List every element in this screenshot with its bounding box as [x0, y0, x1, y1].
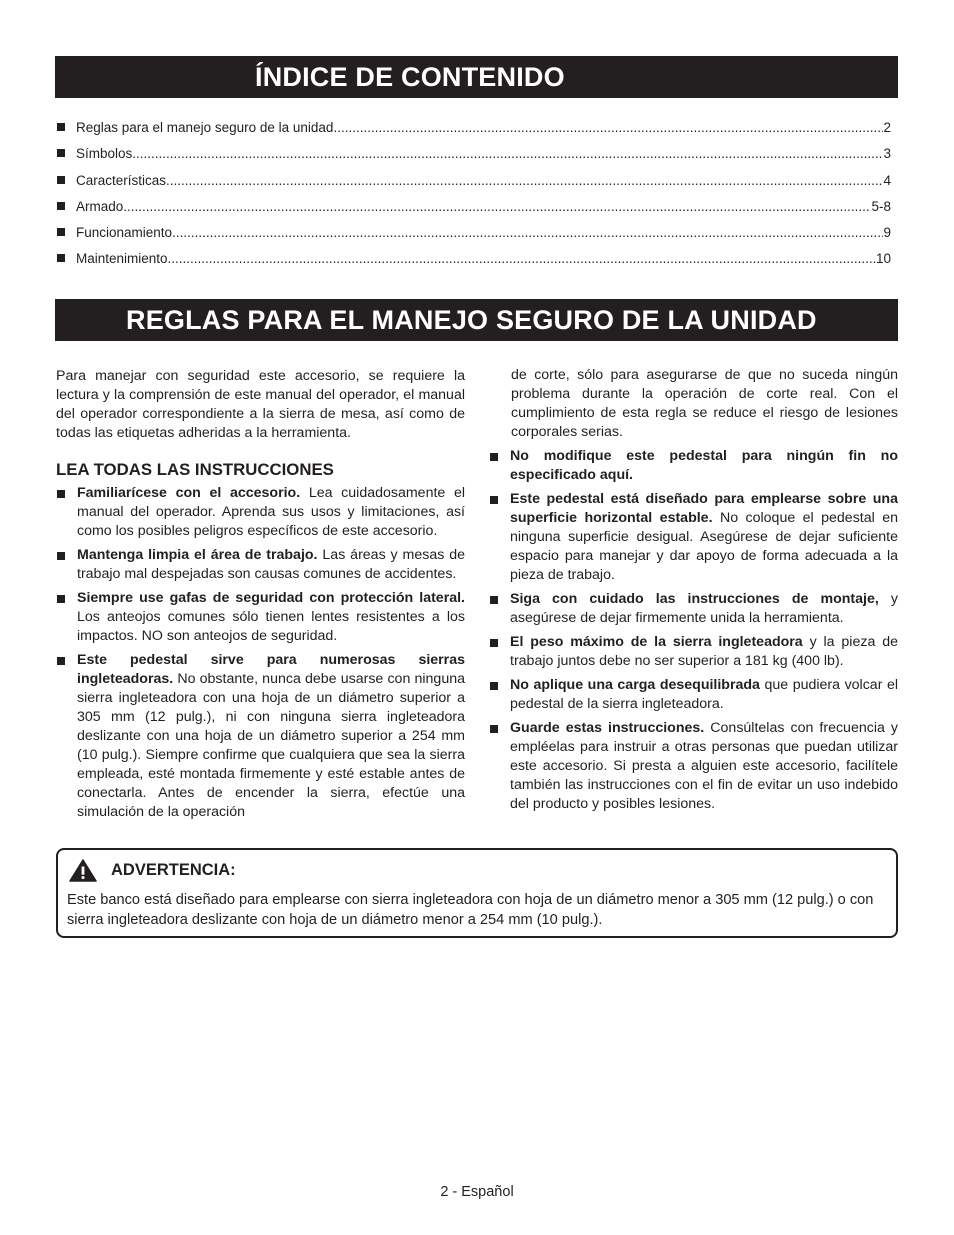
rule-item-text: que pudiera volcar el pedestal de la sierra ingleteadora.	[510, 677, 898, 712]
toc-item-label: Armado	[76, 198, 124, 214]
toc-item[interactable]	[57, 199, 891, 225]
rule-item	[489, 633, 898, 671]
page-number: 2 - Español	[440, 1184, 514, 1200]
square-bullet-icon	[57, 552, 65, 560]
instructions-heading: LEA TODAS LAS INSTRUCCIONES	[56, 460, 334, 479]
toc-item-page: 2	[883, 120, 891, 135]
rule-item	[489, 490, 898, 585]
square-bullet-icon	[490, 596, 498, 604]
rule-item	[489, 676, 898, 714]
left-column	[56, 365, 465, 827]
dot-leader	[168, 251, 876, 266]
warning-header	[69, 859, 236, 882]
rule-item	[489, 447, 898, 485]
toc-list	[57, 120, 891, 278]
rule-item	[489, 719, 898, 814]
rule-item-text: Lea cuidadosamente el manual del operador. Aprenda sus usos y limitaciones, así como los posibles peligros específicos de este accesorio.	[77, 485, 466, 539]
toc-item-page: 10	[875, 251, 891, 267]
rule-item-text: y la pieza de trabajo juntos debe no ser superior a 181 kg (400 lb).	[510, 634, 898, 669]
square-bullet-icon	[57, 228, 65, 236]
square-bullet-icon	[490, 496, 498, 504]
toc-item-label: Funcionamiento	[76, 225, 173, 241]
square-bullet-icon	[490, 682, 498, 690]
warning-title: ADVERTENCIA:	[111, 861, 236, 879]
rule-item-text: No obstante, nunca debe usarse con ninguna sierra ingleteadora con una hoja de un diámetro superior a 305 mm (12 pulg.), ni con ninguna sierra ingleteadora deslizante con una hoja de un diámetro superior a 254 mm (10 pulg.). Siempre confirme que cualquiera que sea la sierra empleada, esté montada firmemente y esté estable antes de conectarla. Antes de encender la sierra, efectúe una simulación de la operación	[77, 671, 465, 820]
rule-item-bold: Este pedestal sirve para numerosas sierras ingleteadoras.	[77, 652, 465, 687]
dot-leader	[333, 120, 883, 135]
rule-item	[56, 651, 465, 822]
dot-leader	[166, 173, 883, 188]
square-bullet-icon	[490, 453, 498, 461]
rule-item	[489, 590, 898, 628]
square-bullet-icon	[57, 595, 65, 603]
square-bullet-icon	[490, 639, 498, 647]
toc-title: ÍNDICE DE CONTENIDO	[55, 56, 898, 98]
dot-leader	[172, 225, 883, 240]
rule-item-bold: Mantenga limpia el área de trabajo.	[77, 547, 318, 563]
rule-item-bold: Este pedestal está diseñado para emplearse sobre una superficie horizontal estable.	[510, 491, 898, 526]
intro-paragraph: Para manejar con seguridad este accesorio, se requiere la lectura y la comprensión de este manual del operador, el manual del operador correspondiente a la sierra de mesa, así como de todas las etiquetas adheridas a la herramienta.	[56, 368, 465, 441]
rule-item-bold: Guarde estas instrucciones.	[510, 720, 705, 736]
rule-item-text: Las áreas y mesas de trabajo mal despejadas son causas comunes de accidentes.	[77, 547, 466, 582]
dot-leader	[123, 199, 871, 214]
toc-item-label: Características	[76, 172, 167, 188]
warning-box	[56, 848, 898, 938]
rule-item	[56, 589, 465, 646]
rule-item	[56, 484, 465, 541]
rule-item-bold: Familiarícese con el accesorio.	[77, 485, 301, 501]
square-bullet-icon	[57, 123, 65, 131]
toc-item[interactable]	[57, 251, 891, 277]
warning-triangle-icon	[69, 859, 97, 882]
rule-item-bold: No modifique este pedestal para ningún fin no especificado aquí.	[510, 448, 898, 483]
rule-item-bold: El peso máximo de la sierra ingleteadora	[510, 634, 803, 650]
toc-item-label: Símbolos	[76, 146, 133, 162]
toc-item-label: Reglas para el manejo seguro de la unidad	[76, 120, 334, 135]
square-bullet-icon	[57, 490, 65, 498]
toc-item-page: 3	[883, 146, 891, 162]
toc-item[interactable]	[57, 173, 891, 199]
toc-item[interactable]	[57, 225, 891, 251]
rule-item-text: No coloque el pedestal en ninguna superficie desigual. Asegúrese de dejar suficiente espacio para manejar y dar apoyo de forma adecuada a la pieza de trabajo.	[510, 510, 898, 583]
toc-item-page: 4	[883, 172, 891, 188]
rule-item-bold: No aplique una carga desequilibrada	[510, 677, 760, 693]
square-bullet-icon	[57, 254, 65, 262]
toc-item[interactable]	[57, 120, 891, 146]
toc-item-page: 9	[883, 225, 891, 241]
square-bullet-icon	[57, 202, 65, 210]
square-bullet-icon	[57, 176, 65, 184]
section-title: REGLAS PARA EL MANEJO SEGURO DE LA UNIDAD	[55, 299, 898, 341]
rule-item-text: y asegúrese de dejar firmemente unida la herramienta.	[510, 591, 898, 626]
toc-item-label: Maintenimiento	[76, 251, 168, 267]
toc-item[interactable]	[57, 146, 891, 172]
square-bullet-icon	[57, 149, 65, 157]
square-bullet-icon	[57, 657, 65, 665]
rule-item-bold: Siempre use gafas de seguridad con protección lateral.	[77, 590, 465, 606]
rule-item-bold: Siga con cuidado las instrucciones de montaje,	[510, 591, 879, 607]
rule-item-text: Consúltelas con frecuencia y empléelas para instruir a otras personas que puedan utilizar este accesorio. Si presta a alguien este accesorio, facilítele también las instrucciones con el fin de evitar un uso indebido del producto y posibles lesiones.	[510, 720, 899, 812]
right-column	[489, 365, 898, 819]
toc-item-page: 5-8	[871, 198, 891, 214]
continued-paragraph: de corte, sólo para asegurarse de que no suceda ningún problema durante la operación de corte real. Con el cumplimiento de esta regla se reduce el riesgo de lesiones corporales serias.	[511, 367, 898, 440]
rule-item	[56, 546, 465, 584]
dot-leader	[132, 146, 883, 161]
warning-text: Este banco está diseñado para emplearse con sierra ingleteadora con hoja de un diámetro menor a 305 mm (12 pulg.) o con sierra ingleteadora deslizante con hoja de un diámetro menor a 254 mm (10 pulg.).	[67, 892, 874, 928]
square-bullet-icon	[490, 725, 498, 733]
rule-item-text: Los anteojos comunes sólo tienen lentes resistentes a los impactos. NO son anteojos de seguridad.	[77, 609, 465, 644]
